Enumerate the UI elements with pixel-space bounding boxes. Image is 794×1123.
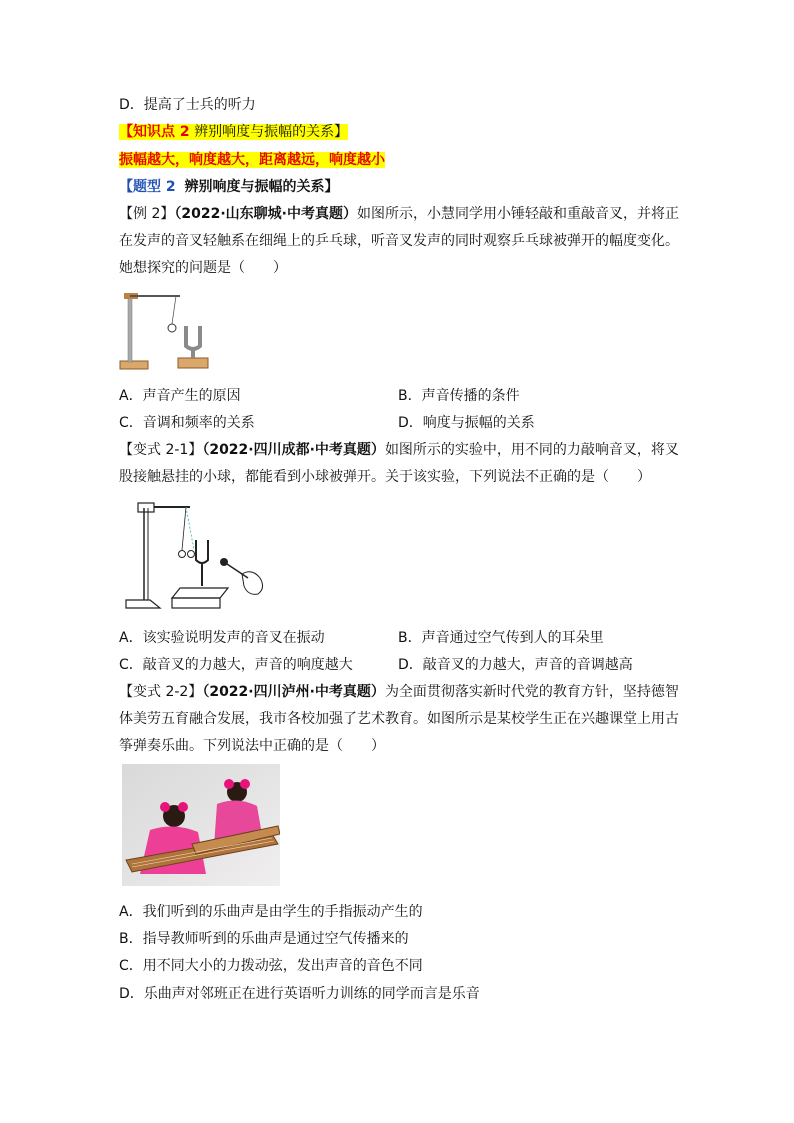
stand-pole — [128, 296, 132, 362]
resonance-box — [172, 588, 228, 598]
variant22-option-a[interactable]: A．我们听到的乐曲声是由学生的手指振动产生的 — [119, 904, 423, 920]
variant22-line3: 筝弹奏乐曲。下列说法中正确的是（ ） — [119, 738, 385, 754]
example2-option-c[interactable]: C．音调和频率的关系 — [119, 415, 255, 431]
mallet-handle — [227, 564, 248, 578]
knowledge-point-tag: 【知识点 2 — [119, 124, 190, 140]
knowledge-point-highlight — [119, 124, 348, 140]
question-type-heading — [119, 177, 339, 197]
example2-text1: 如图所示，小慧同学用小锤轻敲和重敲音叉，并将正 — [356, 206, 679, 222]
knowledge-point-heading — [119, 122, 348, 142]
example2-line2: 在发声的音叉轻触系在细绳上的乒乓球，听音叉发声的同时观察乒乓球被弹开的幅度变化。 — [119, 233, 679, 249]
variant21-line2: 股接触悬挂的小球，都能看到小球被弹开。关于该实验，下列说法不正确的是（ ） — [119, 469, 651, 485]
tuning-fork-ball-figure — [120, 498, 270, 614]
pingpong-ball-icon — [168, 324, 176, 332]
variant22-option-d[interactable]: D．乐曲声对邻班正在进行英语听力训练的同学而言是乐音 — [119, 986, 480, 1002]
variant22-source: （2022·四川泸州·中考真题） — [202, 684, 385, 700]
knowledge-rule — [119, 150, 385, 170]
tuning-fork-pingpong-figure — [118, 288, 218, 374]
variant22-text1: 为全面贯彻落实新时代党的教育方针，坚持德智 — [384, 684, 679, 700]
knowledge-rule-text: 振幅越大，响度越大，距离越远，响度越小 — [119, 152, 385, 168]
string — [172, 296, 176, 324]
tuning-fork-icon — [196, 540, 208, 563]
question-type-tag: 【题型 2 — [119, 179, 176, 195]
displaced-string — [186, 507, 194, 550]
variant21-tag: 【变式 2-1】 — [119, 442, 203, 458]
question-type-title: 辨别响度与振幅的关系】 — [184, 179, 339, 195]
variant21-option-c[interactable]: C．敲音叉的力越大，声音的响度越大 — [119, 657, 353, 673]
stand-base — [126, 600, 160, 608]
variant22-option-b[interactable]: B．指导教师听到的乐曲声是通过空气传播来的 — [119, 931, 409, 947]
knowledge-point-title: 辨别响度与振幅的关系】 — [194, 124, 349, 140]
example2-source: （2022·山东聊城·中考真题） — [174, 206, 357, 222]
example2-option-a[interactable]: A．声音产生的原因 — [119, 388, 241, 404]
stand-clamp — [138, 503, 154, 512]
string — [182, 507, 186, 550]
mallet-head-icon — [220, 558, 228, 566]
variant22-line2: 体美劳五育融合发展，我市各校加强了艺术教育。如图所示是某校学生正在兴趣课堂上用古 — [119, 711, 679, 727]
variant22-tag: 【变式 2-2】 — [119, 684, 203, 700]
q1-option-d: D．提高了士兵的听力 — [119, 97, 256, 113]
example2-option-d[interactable]: D．响度与振幅的关系 — [398, 415, 535, 431]
variant22-option-c[interactable]: C．用不同大小的力拨动弦，发出声音的音色不同 — [119, 958, 423, 974]
variant21-option-b[interactable]: B．声音通过空气传到人的耳朵里 — [398, 630, 604, 646]
stand-base — [120, 361, 148, 369]
variant21-source: （2022·四川成都·中考真题） — [202, 442, 385, 458]
variant22-line1 — [119, 682, 679, 702]
fork-base — [178, 358, 208, 368]
guzheng-students-photo — [122, 764, 280, 886]
ball-icon — [179, 551, 186, 558]
example2-line3: 她想探究的问题是（ ） — [119, 260, 287, 276]
example2-line1 — [119, 204, 679, 224]
example2-option-b[interactable]: B．声音传播的条件 — [398, 388, 520, 404]
variant21-option-d[interactable]: D．敲音叉的力越大，声音的音调越高 — [398, 657, 633, 673]
variant21-line1 — [119, 440, 679, 460]
hand-icon — [242, 572, 263, 595]
variant21-text1: 如图所示的实验中，用不同的力敲响音叉，将叉 — [384, 442, 679, 458]
example2-tag: 【例 2】 — [119, 206, 175, 222]
variant21-option-a[interactable]: A．该实验说明发声的音叉在振动 — [119, 630, 325, 646]
tuning-fork-icon — [186, 326, 200, 349]
